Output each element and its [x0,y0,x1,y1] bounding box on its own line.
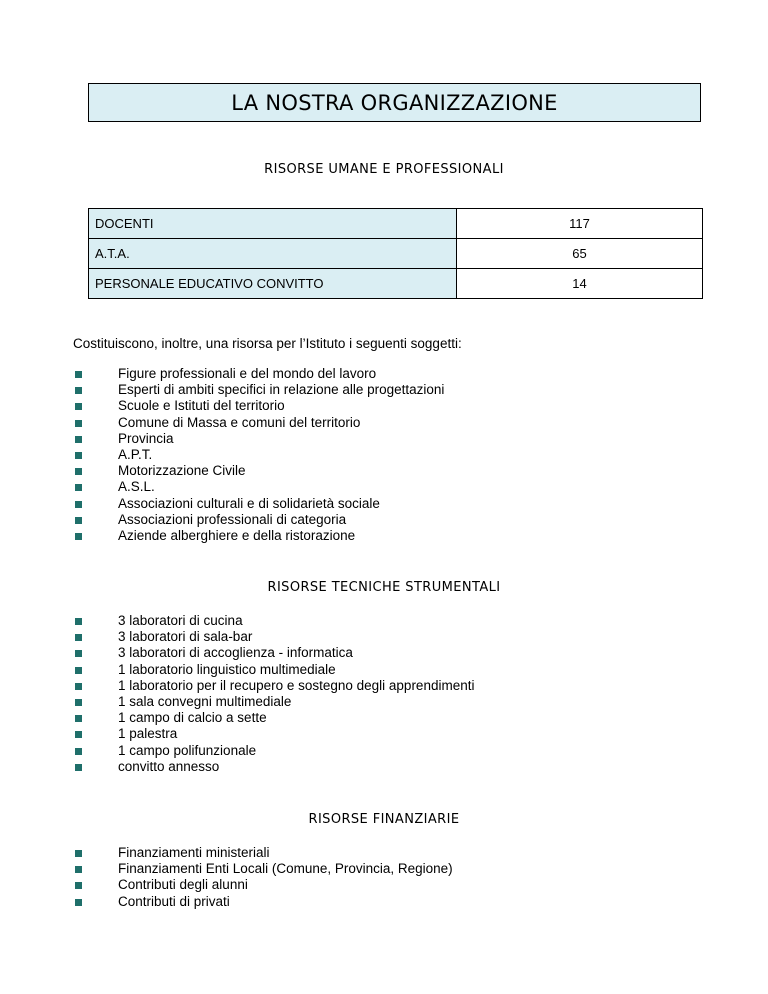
square-bullet-icon [75,650,82,657]
table-row [89,209,703,239]
list-item-text: Figure professionali e del mondo del lavoro [118,366,377,381]
staff-count: 65 [457,239,703,269]
square-bullet-icon [75,452,82,459]
list-item-text: Contributi degli alunni [118,877,248,893]
list-item [73,398,444,414]
list-item [73,479,444,495]
list-item [73,431,444,447]
square-bullet-icon [75,634,82,641]
square-bullet-icon [75,371,82,378]
list-item-text: 1 sala convegni multimediale [118,693,292,709]
list-item [73,894,453,910]
list-item [73,613,474,629]
square-bullet-icon [75,699,82,706]
table-row [89,269,703,299]
section-heading-financial-resources: RISORSE FINANZIARIE [308,812,460,827]
list-item [73,759,474,775]
list-item-text: 1 campo polifunzionale [118,742,257,758]
list-item [73,845,453,861]
list-item-text: 3 laboratori di sala-bar [118,629,253,645]
table-row [89,239,703,269]
page-title: LA NOSTRA ORGANIZZAZIONE [88,83,701,122]
staff-table [88,208,703,299]
list-item-text: 1 palestra [118,726,178,742]
list-item [73,415,444,431]
staff-count: 117 [457,209,703,239]
intro-paragraph: Costituiscono, inoltre, una risorsa per l’Istituto i seguenti soggetti: [73,336,462,351]
list-item-text: A.P.T. [118,446,153,462]
list-item-text: 3 laboratori di accoglienza - informatica [118,645,353,661]
square-bullet-icon [75,866,82,873]
square-bullet-icon [75,850,82,857]
list-item [73,743,474,759]
partner-list [73,366,444,544]
list-item-text: 3 laboratori di cucina [118,613,243,628]
list-item-text: Associazioni professionali di categoria [118,511,347,527]
list-item-text: Scuole e Istituti del territorio [118,398,285,414]
list-item-text: Comune di Massa e comuni del territorio [118,414,361,430]
list-item-text: Finanziamenti Enti Locali (Comune, Provincia, Regione) [118,861,453,877]
list-item [73,447,444,463]
list-item-text: convitto annesso [118,758,220,774]
list-item [73,382,444,398]
staff-label: A.T.A. [89,239,457,269]
list-item-text: Aziende alberghiere e della ristorazione [118,527,356,543]
square-bullet-icon [75,501,82,508]
square-bullet-icon [75,420,82,427]
list-item-text: Associazioni culturali e di solidarietà sociale [118,495,380,511]
list-item-text: Provincia [118,430,174,446]
list-item-text: Esperti di ambiti specifici in relazione alle progettazioni [118,382,445,398]
list-item-text: 1 campo di calcio a sette [118,710,267,726]
square-bullet-icon [75,899,82,906]
square-bullet-icon [75,748,82,755]
staff-label: DOCENTI [89,209,457,239]
list-item [73,366,444,382]
square-bullet-icon [75,618,82,625]
list-item [73,629,474,645]
list-item [73,463,444,479]
list-item-text: Finanziamenti ministeriali [118,845,270,860]
square-bullet-icon [75,882,82,889]
list-item-text: 1 laboratorio linguistico multimediale [118,661,336,677]
list-item [73,877,453,893]
list-item [73,710,474,726]
square-bullet-icon [75,715,82,722]
square-bullet-icon [75,387,82,394]
square-bullet-icon [75,484,82,491]
list-item [73,694,474,710]
square-bullet-icon [75,468,82,475]
funding-list [73,845,453,910]
list-item [73,662,474,678]
list-item-text: 1 laboratorio per il recupero e sostegno degli apprendimenti [118,677,475,693]
list-item-text: Motorizzazione Civile [118,463,246,479]
list-item [73,528,444,544]
square-bullet-icon [75,731,82,738]
list-item-text: Contributi di privati [118,893,230,909]
square-bullet-icon [75,533,82,540]
square-bullet-icon [75,517,82,524]
staff-count: 14 [457,269,703,299]
square-bullet-icon [75,667,82,674]
staff-label: PERSONALE EDUCATIVO CONVITTO [89,269,457,299]
square-bullet-icon [75,683,82,690]
list-item [73,645,474,661]
square-bullet-icon [75,764,82,771]
square-bullet-icon [75,403,82,410]
list-item [73,678,474,694]
list-item [73,512,444,528]
section-heading-human-resources: RISORSE UMANE E PROFESSIONALI [264,162,504,177]
list-item [73,861,453,877]
square-bullet-icon [75,436,82,443]
list-item [73,726,474,742]
list-item-text: A.S.L. [118,479,155,495]
equipment-list [73,613,474,775]
list-item [73,496,444,512]
section-heading-technical-resources: RISORSE TECNICHE STRUMENTALI [267,580,501,595]
